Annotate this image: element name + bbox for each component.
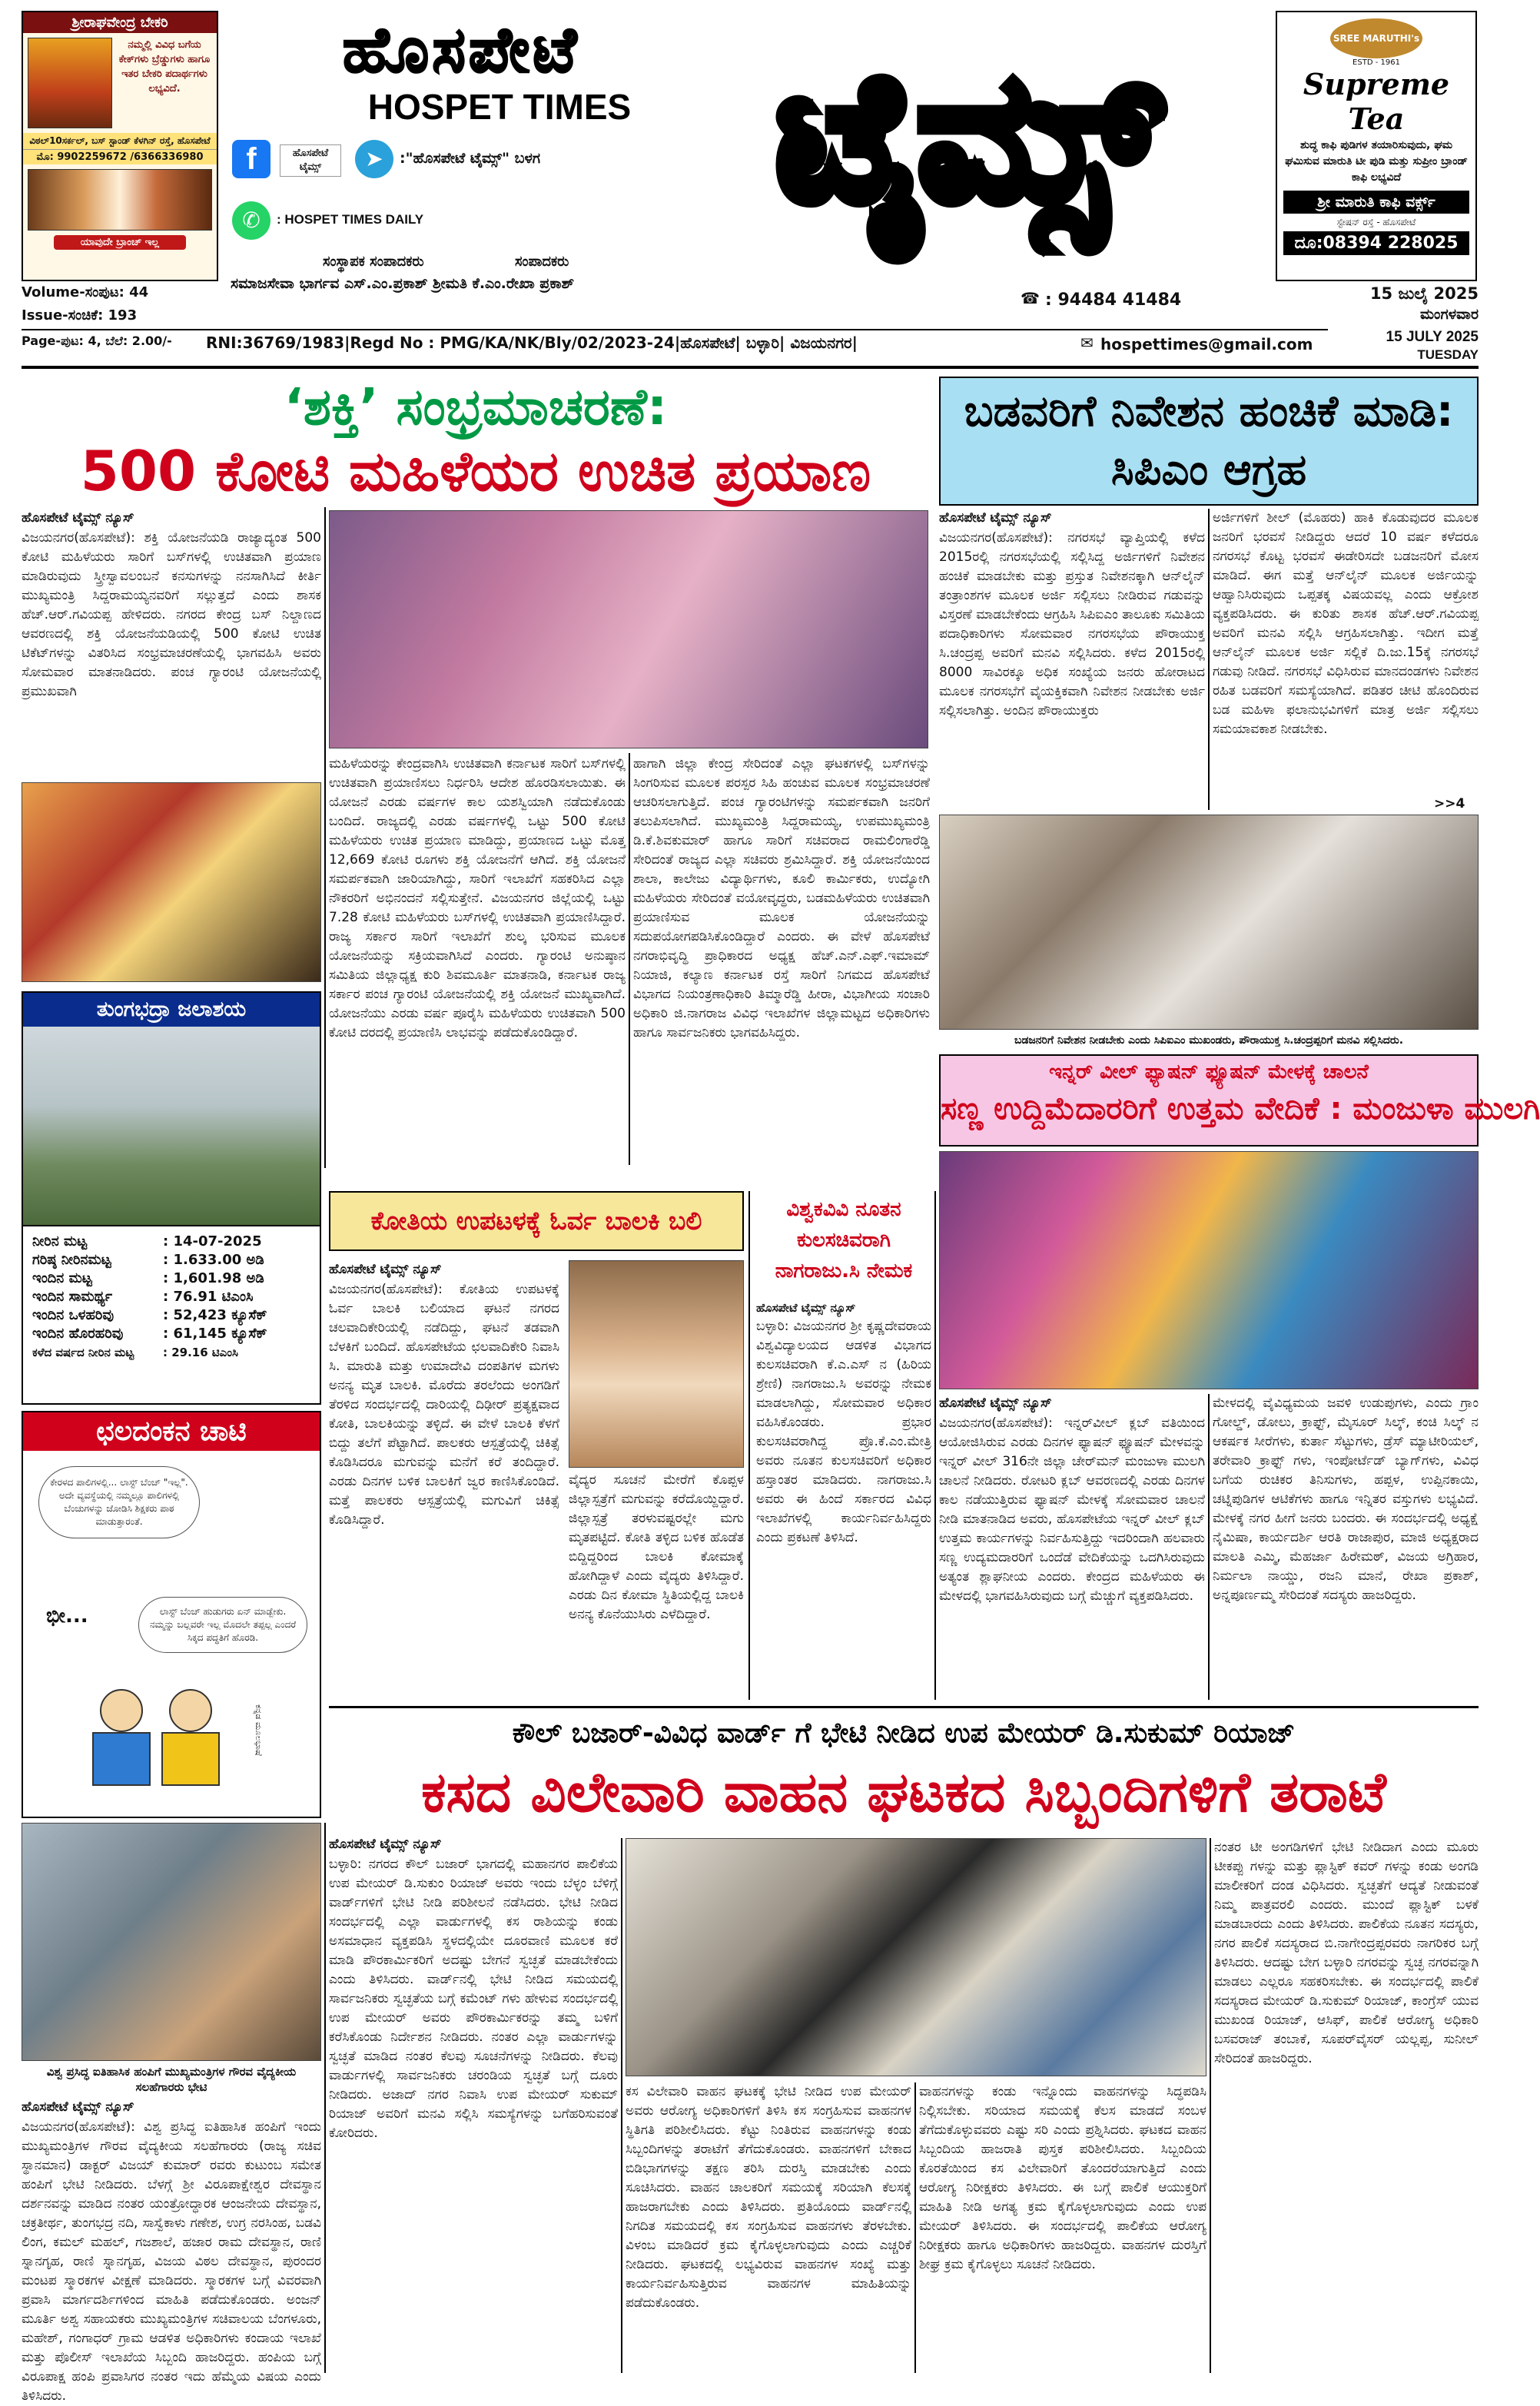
girl-photo [569, 1260, 744, 1468]
date-en: 15 JULY 2025 [1386, 329, 1479, 345]
dam-row: ನೀರಿನ ಮಟ್ಟ : 14-07-2025 [32, 1233, 262, 1249]
telegram-label: :"ಹೊಸಪೇಟೆ ಟೈಮ್ಸ್" ಬಳಗ [400, 150, 541, 167]
whatsapp-label: : HOSPET TIMES DAILY [277, 212, 424, 227]
date-kn: 15 ಜುಲೈ 2025 [1369, 284, 1479, 303]
story1-byline: ಹೊಸಪೇಟೆ ಟೈಮ್ಸ್ ನ್ಯೂಸ್ [22, 510, 134, 526]
boy-death-headline: ಕೋತಿಯ ಉಪಟಳಕ್ಕೆ ಓರ್ವ ಬಾಲಕಿ ಬಲಿ [370, 1206, 702, 1236]
bottom-col2: ಕಸ ವಿಲೇವಾರಿ ವಾಹನ ಘಟಕಕ್ಕೆ ಭೇಟಿ ನೀಡಿದ ಉಪ ಮೇಯರ್ ಅವರು ಆರೋಗ್ಯ ಅಧಿಕಾರಿಗಳಿಗೆ ತಿಳಿಸಿ ಕಸ ಸಂಗ್ರಹಿಸುವ ವಾಹನಗಳ ಸ್ಥಿತಿಗತಿ ಪರಿಶೀಲಿಸಿದರು. ಕೆಟ್ಟು ನಿಂತಿರುವ ವಾಹನಗಳನ್ನು ಕಂಡು ಸಿಬ್ಬಂದಿಗಳನ್ನು ತರಾಟೆಗೆ ತೆಗೆದುಕೊಂಡರು. ವಾಹನಗಳಿಗೆ ಬೇಕಾದ ಬಿಡಿಭಾಗಗಳನ್ನು ತಕ್ಷಣ ತರಿಸಿ ದುರಸ್ತಿ ಮಾಡಬೇಕು ಎಂದು ಸೂಚಿಸಿದರು. ವಾಹನ ಚಾಲಕರಿಗೆ ಸಮಯಕ್ಕೆ ಸರಿಯಾಗಿ ಕೆಲಸಕ್ಕೆ ಹಾಜರಾಗಬೇಕು ಎಂದು ತಿಳಿಸಿದರು. ಪ್ರತಿಯೊಂದು ವಾರ್ಡ್‌ನಲ್ಲಿ ನಿಗದಿತ ಸಮಯದಲ್ಲಿ ಕಸ ಸಂಗ್ರಹಿಸುವ ವಾಹನಗಳು ತೆರಳಬೇಕು. ವಿಳಂಬ ಮಾಡಿದರೆ ಕ್ರಮ ಕೈಗೊಳ್ಳಲಾಗುವುದು ಎಂದು ಎಚ್ಚರಿಕೆ ನೀಡಿದರು. ಘಟಕದಲ್ಲಿ ಲಭ್ಯವಿರುವ ವಾಹನಗಳ ಸಂಖ್ಯೆ ಮತ್ತು ಕಾರ್ಯನಿರ್ವಹಿಸುತ್ತಿರುವ ವಾಹನಗಳ ಮಾಹಿತಿಯನ್ನು ಪಡೆದುಕೊಂಡರು. [626, 2084, 911, 2311]
bakery-ad-phone: ಮೊ: 9902259672 /6366336980 [23, 149, 217, 164]
dam-row: ಗರಿಷ್ಠ ನೀರಿನಮಟ್ಟ : 1.633.00 ಅಡಿ [32, 1252, 264, 1268]
col-divider-1 [324, 507, 326, 1168]
dam-row: ಕಳೆದ ವರ್ಷದ ನೀರಿನ ಮಟ್ಟ : 29.16 ಟಿಎಂಸಿ [32, 1346, 238, 1359]
tea-estd: ESTD - 1961 [1352, 58, 1400, 67]
col-divider-rt [1208, 509, 1210, 810]
registration-line: RNI:36769/1983|Regd No : PMG/KA/NK/Bly/02/2023-24|ಹೊಸಪೇಟೆ| ಬಳ್ಳಾರಿ| ವಿಜಯನಗರ| [206, 334, 858, 352]
cartoon-bubble-2: ಲಾಸ್ಟ್ ಬೆಂಚ್ ಹುಡುಗರು ಏನ್ ಮಾಡ್ಬೇಕು. ನಮ್ಮನ್ನು ಬಲ್ಲವರೇ ಇಲ್ಲ ಮೊದಲೇ ತಪ್ಪಲ್ಲ ಎಂದರೆ ಸಿಕ್ಕದ ಪದ್ಧತಿಗೆ ಹೊರಡಿ. [138, 1597, 307, 1653]
story1-kicker: ‘ಶಕ್ತಿ’ ಸಂಭ್ರಮಾಚರಣೆ: [284, 377, 668, 436]
bottom-col4: ನಂತರ ಟೀ ಅಂಗಡಿಗಳಿಗೆ ಭೇಟಿ ನೀಡಿದಾಗ ಎಂದು ಮೂರು ಟೀಕಪ್ಪು ಗಳನ್ನು ಮತ್ತು ಪ್ಲಾಸ್ಟಿಕ್ ಕವರ್ ಗಳನ್ನು ಕಂಡು ಅಂಗಡಿ ಮಾಲೀಕರಿಗೆ ದಂಡ ವಿಧಿಸಿದರು. ಸ್ವಚ್ಛತೆಗೆ ಆದ್ಯತೆ ನೀಡುವಂತೆ ನಿಮ್ಮ ಪಾತ್ರವರಲಿ ಎಂದರು. ಮುಂದೆ ಪ್ಲಾಸ್ಟಿಕ್ ಬಳಕೆ ಮಾಡಬಾರದು ಎಂದು ತಿಳಿಸಿದರು. ಪಾಲಿಕೆಯ ನೂತನ ಸದಸ್ಯರು, ನಗರ ಪಾಲಿಕೆ ಸದಸ್ಯರಾದ ಬಿ.ನಾಗೇಂದ್ರಪ್ಪರವರು ನಾಗರಿಕರ ಬಗ್ಗೆ ತಿಳಿಸಿದರು. ಆದಷ್ಟು ಬೇಗ ಬಳ್ಳಾರಿ ನಗರವನ್ನು ಸ್ವಚ್ಛ ನಗರವನ್ನಾಗಿ ಮಾಡಲು ಎಲ್ಲರೂ ಸಹಕರಿಸಬೇಕು. ಈ ಸಂದರ್ಭದಲ್ಲಿ ಪಾಲಿಕೆ ಸದಸ್ಯರಾದ ಮೇಯರ್ ಡಿ.ಸುಕುಮ್ ರಿಯಾಜ್, ಕಾಂಗ್ರೆಸ್ ಯುವ ಮುಖಂಡ ರಿಯಾಜ್, ಆಸಿಫ್, ಪಾಲಿಕೆ ಆರೋಗ್ಯ ಅಧಿಕಾರಿ ಬಸವರಾಜ್ ತಂಬಾಕೆ, ಸೂಪರ್‌ವೈಸರ್ ಯಲ್ಲಪ್ಪ, ಸುನೀಲ್ ಸೇರಿದಂತೆ ಹಾಜರಿದ್ದರು. [1214, 1840, 1479, 2066]
bottom-kicker: ಕೌಲ್ ಬಜಾರ್-ವಿವಿಧ ವಾರ್ಡ್ ಗೆ ಭೇಟಿ ನೀಡಿದ ಉಪ ಮೇಯರ್ ಡಿ.ಸುಕುಮ್ ರಿಯಾಜ್ [512, 1717, 1296, 1749]
col-divider-b1 [621, 1838, 622, 2373]
tea-brand: SREE MARUTHI's [1330, 18, 1422, 58]
right-top-col2: ಅರ್ಜಿಗಳಿಗೆ ಶೀಲ್ (ಮೊಹರು) ಹಾಕಿ ಕೊಡುವುದರ ಮೂಲಕ ಜನರಿಗೆ ಭರವಸೆ ನೀಡಿದ್ದರು ಆದರೆ 10 ವರ್ಷ ಕಳೆದರೂ ನಗರಸಭೆ ಕೊಟ್ಟ ಭರವಸೆ ಈಡೇರಿಸದೇ ಬಡಜನರಿಗೆ ಮೋಸ ಮಾಡಿದೆ. ಈಗ ಮತ್ತೆ ಆನ್‌ಲೈನ್ ಮೂಲಕ ಅರ್ಜಿಯನ್ನು ಆಹ್ವಾನಿಸಿರುವುದು ಒಪ್ಪತಕ್ಕ ವಿಷಯವಲ್ಲ ಎಂದು ಆಕ್ರೋಶ ವ್ಯಕ್ತಪಡಿಸಿದರು. ಈ ಕುರಿತು ಶಾಸಕ ಹೆಚ್.ಆರ್.ಗವಿಯಪ್ಪ ಅವರಿಗೆ ಮನವಿ ಸಲ್ಲಿಸಿ ಆಗ್ರಹಿಸಲಾಗಿತ್ತು. ಇದೀಗ ಮತ್ತೆ ಆನ್‌ಲೈನ್ ಮೂಲಕ ಅರ್ಜಿ ಸಲ್ಲಿಕೆ ದಿ.ಜು.15ಕ್ಕೆ ನಗರಸಭೆ ಗಡುವು ನೀಡಿದೆ. ನಗರಸಭೆ ವಿಧಿಸಿರುವ ಮಾನದಂಡಗಳು ನಿವೇಶನ ರಹಿತ ಬಡವರಿಗೆ ಸಮಸ್ಯೆಯಾಗಿದೆ. ಪಡಿತರ ಚೀಟಿ ಹೊಂದಿರುವ ಬಡ ಮಹಿಳಾ ಫಲಾನುಭವಿಗಳಿಗೆ ಮಾತ್ರ ಅರ್ಜಿ ಸಲ್ಲಿಸಲು ಸಮಯಾವಕಾಶ ನೀಡಬೇಕು. [1213, 510, 1479, 737]
boy-death-headline-box [329, 1191, 744, 1251]
bakery-ad-footer: ಯಾವುದೇ ಬ್ರಾಂಚ್ ಇಲ್ಲ [54, 235, 186, 250]
deputy-mayor-photo [626, 1838, 1206, 2076]
bakery-ad [22, 11, 218, 281]
bottom-col3: ವಾಹನಗಳನ್ನು ಕಂಡು ಇನ್ನೊಂದು ವಾಹನಗಳನ್ನು ಸಿದ್ಧಪಡಿಸಿ ನಿಲ್ಲಿಸಬೇಕು. ಸರಿಯಾದ ಸಮಯಕ್ಕೆ ಕೆಲಸ ಮಾಡದೆ ಸಂಬಳ ತೆಗೆದುಕೊಳ್ಳುವವರು ಎಷ್ಟು ಸರಿ ಎಂದು ಪ್ರಶ್ನಿಸಿದರು. ಘಟಕದ ವಾಹನ ಸಿಬ್ಬಂದಿಯ ಹಾಜರಾತಿ ಪುಸ್ತಕ ಪರಿಶೀಲಿಸಿದರು. ಸಿಬ್ಬಂದಿಯ ಕೊರತೆಯಿಂದ ಕಸ ವಿಲೇವಾರಿಗೆ ತೊಂದರೆಯಾಗುತ್ತಿದೆ ಎಂದು ಆರೋಗ್ಯ ನಿರೀಕ್ಷಕರು ತಿಳಿಸಿದರು. ಈ ಬಗ್ಗೆ ಪಾಲಿಕೆ ಆಯುಕ್ತರಿಗೆ ಮಾಹಿತಿ ನೀಡಿ ಅಗತ್ಯ ಕ್ರಮ ಕೈಗೊಳ್ಳಲಾಗುವುದು ಎಂದು ಉಪ ಮೇಯರ್ ತಿಳಿಸಿದರು. ಈ ಸಂದರ್ಭದಲ್ಲಿ ಪಾಲಿಕೆಯ ಆರೋಗ್ಯ ನಿರೀಕ್ಷಕರು ಹಾಗೂ ಅಧಿಕಾರಿಗಳು ಹಾಜರಿದ್ದರು. ವಾಹನಗಳ ದುರಸ್ತಿಗೆ ಶೀಘ್ರ ಕ್ರಮ ಕೈಗೊಳ್ಳಲು ಸೂಚನೆ ನೀಡಿದರು. [919, 2084, 1206, 2272]
col-divider-b2 [914, 2082, 916, 2373]
editor-names: ಸಮಾಜಸೇವಾ ಭಾರ್ಗವ ಎಸ್.ಎಂ.ಪ್ರಕಾಶ್ ಶ್ರೀಮತಿ ಕೆ.ಎಂ.ರೇಖಾ ಪ್ರಕಾಶ್ [231, 275, 575, 292]
cpm-photo [939, 815, 1479, 1030]
cartoon-bubble-1: ಕೇರಳದ ಪಾಲಿಗಳಲ್ಲಿ... ಲಾಸ್ಟ್ ಬೆಂಚ್ "ಇಲ್ಲ". ಅದೇ ವ್ಯವಸ್ಥೆಯಲ್ಲಿ ನಮ್ಮಲ್ಲೂ ಪಾಲಿಗಳಲ್ಲಿ ಬೆಂಚುಗಳನ್ನು ಜೋಡಿಸಿ ಶಿಕ್ಷಕರು ಪಾಠ ಮಾಡುತ್ತಾರಂತೆ. [38, 1466, 200, 1538]
pages-price: Page-ಪುಟ: 4, ಬೆಲೆ: 2.00/- [22, 334, 172, 348]
col-divider-left [324, 1823, 326, 2373]
bottom-byline: ಹೊಸಪೇಟೆ ಟೈಮ್ಸ್ ನ್ಯೂಸ್ [329, 1837, 442, 1852]
volume: Volume-ಸಂಪುಟ: 44 [22, 284, 149, 300]
hampi-body: ವಿಜಯನಗರ(ಹೊಸಪೇಟೆ): ವಿಶ್ವ ಪ್ರಸಿದ್ಧ ಐತಿಹಾಸಿಕ ಹಂಪಿಗೆ ಇಂದು ಮುಖ್ಯಮಂತ್ರಿಗಳ ಗೌರವ ವೈದ್ಯಕೀಯ ಸಲಹೆಗಾರರು (ರಾಜ್ಯ ಸಚಿವ ಸ್ಥಾನಮಾನ) ಡಾಕ್ಟರ್ ವಿಜಯ್ ಕುಮಾರ್ ರವರು ಕುಟುಂಬ ಸಮೇತ ಹಂಪಿಗೆ ಭೇಟಿ ನೀಡಿದರು. ಬೆಳಗ್ಗೆ ಶ್ರೀ ವಿರೂಪಾಕ್ಷೇಶ್ವರ ದೇವಸ್ಥಾನ ದರ್ಶನವನ್ನು ಮಾಡಿದ ನಂತರ ಯಂತ್ರೋದ್ಧಾರಕ ಆಂಜನೇಯ ದೇವಸ್ಥಾನ, ಚಕ್ರತೀರ್ಥ, ತುಂಗಭದ್ರ ನದಿ, ಸಾಸ್ವೆಕಾಳು ಗಣೇಶ, ಉಗ್ರ ನರಸಿಂಹ, ಬಡವಿ ಲಿಂಗ, ಕಮಲ್ ಮಹಲ್, ಗಜಶಾಲೆ, ಹಜಾರ ರಾಮ ದೇವಸ್ಥಾನ, ರಾಣಿ ಸ್ನಾನಗೃಹ, ರಾಣಿ ಸ್ನಾನಗೃಹ, ವಿಜಯ ವಿಠಲ ದೇವಸ್ಥಾನ, ಪುರಂದರ ಮಂಟಪ ಸ್ಮಾರಕಗಳ ವೀಕ್ಷಣೆ ಮಾಡಿದರು. ಸ್ಮಾರಕಗಳ ಬಗ್ಗೆ ವಿವರವಾಗಿ ಪ್ರವಾಸಿ ಮಾರ್ಗದರ್ಶಿಗಳಿಂದ ಮಾಹಿತಿ ಪಡೆದುಕೊಂಡರು. ಅಂಜನ್ ಮೂರ್ತಿ ಅಶ್ವ ಸಹಾಯಕರು ಮುಖ್ಯಮಂತ್ರಿಗಳ ಸಚಿವಾಲಯ ಬೆಂಗಳೂರು, ಮಹೇಶ್, ಗಂಗಾಧರ್ ಗ್ರಾಮ ಆಡಳಿತ ಅಧಿಕಾರಿಗಳು ಕಂದಾಯ ಇಲಾಖೆ ಮತ್ತು ಪೊಲೀಸ್ ಇಲಾಖೆಯ ಸಿಬ್ಬಂದಿ ಹಾಜರಿದ್ದರು. ಹಂಪಿಯ ಬಗ್ಗೆ ವಿರೂಪಾಕ್ಷ ಹಂಪಿ ಪ್ರವಾಸಿಗರ ನಂತರ ಇದು ಹೆಮ್ಮೆಯ ವಿಷಯ ಎಂದು ತಿಳಿಸಿದರು. [22, 2119, 321, 2404]
boy-death-byline: ಹೊಸಪೇಟೆ ಟೈಮ್ಸ್ ನ್ಯೂಸ್ [329, 1262, 442, 1277]
story1-headline: 500 ಕೋಟಿ ಮಹಿಳೆಯರ ಉಚಿತ ಪ್ರಯಾಣ [80, 439, 871, 503]
tea-shop: ಶ್ರೀ ಮಾರುತಿ ಕಾಫಿ ವರ್ಕ್ಸ್ [1283, 191, 1469, 214]
dam-title: ತುಂಗಭದ್ರಾ ಜಲಾಶಯ [23, 993, 320, 1027]
whatsapp-icon[interactable]: ✆ [232, 201, 270, 240]
hampi-photo [22, 1823, 321, 2061]
right-top-byline: ಹೊಸಪೇಟೆ ಟೈಮ್ಸ್ ನ್ಯೂಸ್ [939, 510, 1052, 526]
founder-label: ಸಂಸ್ಥಾಪಕ ಸಂಪಾದಕರು [323, 254, 424, 270]
phone-icon: ☎ [1021, 289, 1040, 307]
masthead-rule [22, 366, 1479, 369]
tea-title: Supreme Tea [1303, 67, 1450, 136]
bottom-col1: ಬಳ್ಳಾರಿ: ನಗರದ ಕೌಲ್ ಬಜಾರ್ ಭಾಗದಲ್ಲಿ ಮಹಾನಗರ ಪಾಲಿಕೆಯ ಉಪ ಮೇಯರ್ ಡಿ.ಸುಕುಂ ರಿಯಾಜ್ ಅವರು ಇಂದು ಬೆಳ್ಳಂ ಬೆಳಿಗ್ಗೆ ವಾರ್ಡ್‌ಗಳಿಗೆ ಭೇಟಿ ನೀಡಿ ಪರಿಶೀಲನೆ ನಡೆಸಿದರು. ಭೇಟಿ ನೀಡಿದ ಸಂದರ್ಭದಲ್ಲಿ ಎಲ್ಲಾ ವಾರ್ಡುಗಳಲ್ಲಿ ಕಸ ರಾಶಿಯನ್ನು ಕಂಡು ಅಸಮಾಧಾನ ವ್ಯಕ್ತಪಡಿಸಿ ಸ್ಥಳದಲ್ಲಿಯೇ ದೂರವಾಣಿ ಮೂಲಕ ಕರೆ ಮಾಡಿ ಪೌರಕಾರ್ಮಿಕರಿಗೆ ಅದಷ್ಟು ಬೇಗನೆ ಸ್ವಚ್ಛತೆ ಮಾಡಬೇಕೆಂದು ಎಂದು ತಿಳಿಸಿದರು. ವಾರ್ಡ್‌ನಲ್ಲಿ ಭೇಟಿ ನೀಡಿದ ಸಮಯದಲ್ಲಿ ಸಾರ್ವಜನಿಕರು ಸ್ವಚ್ಛತೆಯ ಬಗ್ಗೆ ಕಮೆಂಟ್ ಗಳು ಹೇಳುವ ಸಂದರ್ಭದಲ್ಲಿ ಉಪ ಮೇಯರ್ ಅವರು ಪೌರಕಾರ್ಮಿಕರನ್ನು ತಮ್ಮ ಬಳಿಗೆ ಕರೆಸಿಕೊಂಡು ನಿರ್ದೇಶನ ನೀಡಿದರು. ನಂತರ ಎಲ್ಲಾ ವಾರ್ಡುಗಳನ್ನು ಸ್ವಚ್ಛತೆ ಮಾಡಿದ ನಂತರ ಕೆಲವು ಸೂಚನೆಗಳನ್ನು ನೀಡಿದರು. ಕೆಲವು ವಾರ್ಡುಗಳಲ್ಲಿ ಸಾರ್ವಜನಿಕರು ಚರಂಡಿಯ ಸ್ವಚ್ಛತೆ ಬಗ್ಗೆ ದೂರು ನೀಡಿದರು. ಅಜಾದ್ ನಗರ ನಿವಾಸಿ ಉಪ ಮೇಯರ್ ಸುಕುಮ್ ರಿಯಾಜ್ ಅವರಿಗೆ ಮನವಿ ಸಲ್ಲಿಸಿ ಸಮಸ್ಯೆಗಳನ್ನು ಬಗೆಹರಿಸುವಂತೆ ಕೋರಿದರು. [329, 1857, 618, 2141]
continued-marker: >>4 [1434, 796, 1465, 811]
story1-photo [329, 510, 928, 748]
inner-wheel-photo [939, 1151, 1479, 1389]
hampi-caption: ವಿಶ್ವ ಪ್ರಸಿದ್ಧ ಐತಿಹಾಸಿಕ ಹಂಪಿಗೆ ಮುಖ್ಯಮಂತ್ರಿಗಳ ಗೌರವ ವೈದ್ಯಕೀಯ ಸಲಹೆಗಾರರು ಭೇಟಿ [46, 2065, 297, 2094]
story1-col2: ಮಹಿಳೆಯರನ್ನು ಕೇಂದ್ರವಾಗಿಸಿ ಉಚಿತವಾಗಿ ಕರ್ನಾಟಕ ಸಾರಿಗೆ ಬಸ್‌ಗಳಲ್ಲಿ ಉಚಿತವಾಗಿ ಪ್ರಯಾಣಿಸಲು ನಿರ್ಧರಿಸಿ ಆದೇಶ ಹೊರಡಿಸಲಾಯಿತು. ಈ ಯೋಜನೆ ಎರಡು ವರ್ಷಗಳ ಕಾಲ ಯಶಸ್ವಿಯಾಗಿ ನಡೆದುಕೊಂಡು ಬಂದಿದೆ. ರಾಜ್ಯದಲ್ಲಿ ಎರಡು ವರ್ಷಗಳಲ್ಲಿ ಒಟ್ಟು 500 ಕೋಟಿ ಮಹಿಳೆಯರು ಉಚಿತ ಪ್ರಯಾಣ ಮಾಡಿದ್ದು, ಪ್ರಯಾಣದ ಒಟ್ಟು ಮೊತ್ತ 12,669 ಕೋಟಿ ರೂಗಳು ಶಕ್ತಿ ಯೋಜನೆಗೆ ಆಗಿದೆ. ಶಕ್ತಿ ಯೋಜನೆ ಸಮರ್ಪಕವಾಗಿ ಜಾರಿಯಾಗಿದ್ದು, ಸಾರಿಗೆ ಇಲಾಖೆಗೆ ಸಹಕರಿಸಿದ ಎಲ್ಲಾ ನೌಕರರಿಗೆ ಅಭಿನಂದನೆ ಸಲ್ಲಿಸುತ್ತೇನೆ. ವಿಜಯನಗರ ಜಿಲ್ಲೆಯಲ್ಲಿ ಒಟ್ಟು 7.28 ಕೋಟಿ ಮಹಿಳೆಯರು ಬಸ್‌ಗಳಲ್ಲಿ ಉಚಿತವಾಗಿ ಪ್ರಯಾಣಿಸಿದ್ದಾರೆ. ರಾಜ್ಯ ಸರ್ಕಾರ ಸಾರಿಗೆ ಇಲಾಖೆಗೆ ಶುಲ್ಕ ಭರಿಸುವ ಮೂಲಕ ಯೋಜನೆಯನ್ನು ಸಕ್ರಿಯವಾಗಿಸಿದೆ ಎಂದರು. ಗ್ಯಾರಂಟಿ ಅನುಷ್ಠಾನ ಸಮಿತಿಯ ಜಿಲ್ಲಾಧ್ಯಕ್ಷ ಕುರಿ ಶಿವಮೂರ್ತಿ ಮಾತನಾಡಿ, ಕರ್ನಾಟಕ ರಾಜ್ಯ ಸರ್ಕಾರ ಪಂಚ ಗ್ಯಾರಂಟಿ ಯೋಜನೆಯಲ್ಲಿ ಶಕ್ತಿ ಯೋಜನೆ ಮುಖ್ಯವಾಗಿದೆ. ಯೋಜನೆಯು ಎರಡು ವರ್ಷ ಪೂರೈಸಿ ಮಹಿಳೆಯರು ಉಚಿತವಾಗಿ 500 ಕೋಟಿ ದರದಲ್ಲಿ ಪ್ರಯಾಣಿಸಿ ಲಾಭವನ್ನು ಪಡೆದುಕೊಂಡಿದ್ದಾರೆ. [329, 756, 626, 1040]
bakery-ad-desc: ನಮ್ಮಲ್ಲಿ ವಿವಿಧ ಬಗೆಯ ಕೇಕ್‌ಗಳು ಬ್ರೆಡ್ಡುಗಳು ಹಾಗೂ ಇತರ ಬೇಕರಿ ಪದಾರ್ಥಗಳು ಲಭ್ಯವಿದೆ. [118, 39, 211, 95]
masthead-title-en: HOSPET TIMES [367, 87, 632, 127]
deity-image [28, 38, 112, 128]
cartoon-wall-text: ಕನ್ನಡ ಮೂಲಭಾಷೆ [254, 1704, 264, 1756]
dam-box [22, 991, 321, 1405]
inner-wheel-headline: ಸಣ್ಣ ಉದ್ದಿಮೆದಾರರಿಗೆ ಉತ್ತಮ ವೇದಿಕೆ : ಮಂಜುಳಾ ಮುಲಗಿ [941, 1091, 1540, 1127]
puja-photo [22, 782, 321, 982]
dam-row: ಇಂದಿನ ಹೊರಹರಿವು : 61,145 ಕ್ಯೂಸೆಕ್ [32, 1326, 267, 1342]
cartoon-box [22, 1411, 321, 1818]
bakery-ad-title: ಶ್ರೀರಾಘವೇಂದ್ರ ಬೇಕರಿ [23, 12, 217, 33]
vv-body: ಬಳ್ಳಾರಿ: ವಿಜಯನಗರ ಶ್ರೀ ಕೃಷ್ಣದೇವರಾಯ ವಿಶ್ವವಿದ್ಯಾಲಯದ ಆಡಳಿತ ವಿಭಾಗದ ಕುಲಸಚಿವರಾಗಿ ಕೆ.ಎ.ಎಸ್ ನ (ಹಿರಿಯ ಶ್ರೇಣಿ) ನಾಗರಾಜು.ಸಿ ಅವರನ್ನು ನೇಮಕ ಮಾಡಲಾಗಿದ್ದು, ಸೋಮವಾರ ಅಧಿಕಾರ ವಹಿಸಿಕೊಂಡರು. ಪ್ರಭಾರ ಕುಲಸಚಿವರಾಗಿದ್ದ ಪ್ರೊ.ಕೆ.ಎಂ.ಮೇತ್ರಿ ಅವರು ನೂತನ ಕುಲಸಚಿವರಿಗೆ ಅಧಿಕಾರ ಹಸ್ತಾಂತರ ಮಾಡಿದರು. ನಾಗರಾಜು.ಸಿ ಅವರು ಈ ಹಿಂದೆ ಸರ್ಕಾರದ ವಿವಿಧ ಇಲಾಖೆಗಳಲ್ಲಿ ಕಾರ್ಯನಿರ್ವಹಿಸಿದ್ದರು ಎಂದು ಪ್ರಕಟಣೆ ತಿಳಿಸಿದೆ. [756, 1319, 931, 1545]
col-divider-vv [934, 1191, 936, 1700]
masthead-title-kn-2: ಟೈಮ್ಸ್ [776, 35, 1160, 241]
bakery-ad-address: ವಿಠಲ್‌10ಸರ್ಕಲ್, ಬಸ್ ಸ್ಟಾಂಡ್ ಕೆಳಗಿನ್ ರಸ್ತೆ, ಹೊಸಪೇಟೆ [23, 133, 217, 149]
inner-wheel-headline-box [939, 1054, 1540, 1147]
right-top-headline-box [939, 377, 1479, 506]
bottom-section-rule [329, 1706, 1479, 1708]
email[interactable]: hospettimes@gmail.com [1100, 335, 1313, 353]
masthead-phone: : 94484 41484 [1045, 290, 1182, 310]
tea-desc: ಶುದ್ಧ ಕಾಫಿ ಪುಡಿಗಳ ತಯಾರಿಸುವುದು, ಘಮ ಘಮಿಸುವ ಮಾರುತಿ ಟೀ ಪುಡಿ ಮತ್ತು ಸುಪ್ರೀಂ ಬ್ರಾಂಡ್ ಕಾಫಿ ಲಭ್ಯವಿದೆ [1285, 139, 1468, 184]
editor-label: ಸಂಪಾದಕರು [515, 254, 569, 270]
dam-row: ಇಂದಿನ ಒಳಹರಿವು : 52,423 ಕ್ಯೂಸೆಕ್ [32, 1307, 267, 1323]
tea-phone: ದೂ:08394 228025 [1283, 231, 1469, 255]
inner-wheel-kicker: ಇನ್ನರ್ ವೀಲ್ ಫ್ಯಾಷನ್ ಫ್ಯೂಷನ್ ಮೇಳಕ್ಕೆ ಚಾಲನೆ [1049, 1060, 1369, 1084]
inner-wheel-col1: ವಿಜಯನಗರ(ಹೊಸಪೇಟೆ): ಇನ್ನರ್‌ವೀಲ್ ಕ್ಲಬ್ ವತಿಯಿಂದ ಆಯೋಜಿಸಿರುವ ಎರಡು ದಿನಗಳ ಫ್ಯಾಷನ್ ಫ್ಯೂಷನ್ ಮೇಳವನ್ನು ಇನ್ನರ್ ವೀಲ್ 316ನೇ ಜಿಲ್ಲಾ ಚೇರ್‌ಮನ್ ಮಂಜುಳಾ ಮುಲಗಿ ಚಾಲನೆ ನೀಡಿದರು. ರೋಟರಿ ಕ್ಲಬ್ ಆವರಣದಲ್ಲಿ ಎರಡು ದಿನಗಳ ಕಾಲ ನಡೆಯುತ್ತಿರುವ ಫ್ಯಾಷನ್ ಮೇಳಕ್ಕೆ ಸೋಮವಾರ ಚಾಲನೆ ನೀಡಿ ಮಾತನಾಡಿದ ಅವರು, ಹೊಸಪೇಟೆಯ ಇನ್ನರ್ ವೀಲ್ ಕ್ಲಬ್ ಉತ್ತಮ ಕಾರ್ಯಗಳನ್ನು ನಿರ್ವಹಿಸುತ್ತಿದ್ದು ಇದರಿಂದಾಗಿ ಹಲವಾರು ಸಣ್ಣ ಉದ್ಯಮದಾರರಿಗೆ ಒಂದೆಡೆ ವೇದಿಕೆಯನ್ನು ಒದಗಿಸಿರುವುದು ಅತ್ಯಂತ ಶ್ಲಾಘನೀಯ ಎಂದರು. ಕೇಂದ್ರದ ಮಹಿಳೆಯರು ಈ ಮೇಳದಲ್ಲಿ ಭಾಗವಹಿಸಿರುವುದು ಬಗ್ಗೆ ಮೆಚ್ಚುಗೆ ವ್ಯಕ್ತಪಡಿಸಿದರು. [939, 1415, 1205, 1604]
tea-address: ಸ್ಟೇಷನ್ ರಸ್ತೆ - ಹೊಸಪೇಟೆ [1336, 217, 1416, 227]
masthead-title-kn-1: ಹೊಸಪೇಟೆ [342, 14, 580, 87]
boy-death-col2: ವೈದ್ಯರ ಸೂಚನೆ ಮೇರೆಗೆ ಕೊಪ್ಪಳ ಜಿಲ್ಲಾಸ್ಪತ್ರೆಗೆ ಮಗುವನ್ನು ಕರೆದೊಯ್ದಿದ್ದಾರೆ. ಜಿಲ್ಲಾಸ್ಪತ್ರೆ ತರಳುವಷ್ಟರಲ್ಲೇ ಮಗು ಮೃತಪಟ್ಟಿದೆ. ಕೋತಿ ತಳ್ಳಿದ ಬಳಿಕ ಹೊಡೆತ ಬಿದ್ದಿದ್ದರಿಂದ ಬಾಲಕಿ ಕೋಮಾಕ್ಕೆ ಹೋಗಿದ್ದಾಳೆ ಎಂದು ವೈದ್ಯರು ತಿಳಿಸಿದ್ದಾರೆ. ಎರಡು ದಿನ ಕೋಮಾ ಸ್ಥಿತಿಯಲ್ಲಿದ್ದ ಬಾಲಕಿ ಅನನ್ಯ ಕೊನೆಯುಸಿರು ಎಳೆದಿದ್ದಾರೆ. [569, 1472, 744, 1622]
cpm-caption: ಬಡಜನರಿಗೆ ನಿವೇಶನ ನೀಡಬೇಕು ಎಂದು ಸಿಪಿಐಎಂ ಮುಖಂಡರು, ಪೌರಾಯುಕ್ತ ಸಿ.ಚಂದ್ರಪ್ಪರಿಗೆ ಮನವಿ ಸಲ್ಲಿಸಿದರು. [1014, 1034, 1404, 1047]
facebook-label: ಹೊಸಪೇಟೆ ಟೈಮ್ಸ್ [280, 144, 341, 177]
col-divider-bd [748, 1191, 750, 1700]
cartoon-characters [92, 1689, 238, 1812]
dam-photo [23, 1027, 320, 1226]
vv-byline: ಹೊಸಪೇಟೆ ಟೈಮ್ಸ್ ನ್ಯೂಸ್ [756, 1301, 856, 1315]
boy-death-col1: ವಿಜಯನಗರ(ಹೊಸಪೇಟೆ): ಕೋತಿಯ ಉಪಟಳಕ್ಕೆ ಓರ್ವ ಬಾಲಕಿ ಬಲಿಯಾದ ಘಟನೆ ನಗರದ ಚಲವಾದಿಕೇರಿಯಲ್ಲಿ ನಡೆದಿದ್ದು, ಘಟನೆ ತಡವಾಗಿ ಬೆಳಕಿಗೆ ಬಂದಿದೆ. ಹೊಸಪೇಟೆಯ ಛಲವಾದಿಕೇರಿ ನಿವಾಸಿ ಸಿ. ಮಾರುತಿ ಮತ್ತು ಉಮಾದೇವಿ ದಂಪತಿಗಳ ಮಗಳು ಅನನ್ಯ ಮೃತ ಬಾಲಕಿ. ಮೊರೆದು ತರಲೆಂದು ಅಂಗಡಿಗೆ ತೆರಳಿದ ಸಂದರ್ಭದಲ್ಲಿ ದಾರಿಯಲ್ಲಿ ದಿಢೀರ್ ಪ್ರತ್ಯಕ್ಷವಾದ ಕೋತಿ, ಬಾಲಕಿಯನ್ನು ತಳ್ಳಿದೆ. ಈ ವೇಳೆ ಬಾಲಕಿ ಕೆಳಗೆ ಬಿದ್ದು ತಲೆಗೆ ಪೆಟ್ಟಾಗಿದೆ. ಪಾಲಕರು ಆಸ್ಪತ್ರೆಯಲ್ಲಿ ಚಿಕಿತ್ಸೆ ಕೊಡಿಸಿದರೂ ಮಗುವನ್ನು ಮನೆಗೆ ಕರೆ ತಂದಿದ್ದಾರೆ. ಎರಡು ದಿನಗಳ ಬಳಿಕ ಬಾಲಕಿಗೆ ಜ್ವರ ಕಾಣಿಸಿಕೊಂಡಿದೆ. ಮತ್ತೆ ಪಾಲಕರು ಆಸ್ಪತ್ರೆಯಲ್ಲಿ ಮಗುವಿಗೆ ಚಿಕಿತ್ಸೆ ಕೊಡಿಸಿದ್ದಾರೆ. [329, 1282, 559, 1528]
bottom-headline: ಕಸದ ವಿಲೇವಾರಿ ವಾಹನ ಘಟಕದ ಸಿಬ್ಬಂದಿಗಳಿಗೆ ತರಾಟೆ [421, 1760, 1386, 1824]
col-divider-2 [629, 753, 630, 1165]
cartoon-title: ಛಲದಂಕನ ಚಾಟಿ [23, 1412, 320, 1451]
inner-wheel-byline: ಹೊಸಪೇಟೆ ಟೈಮ್ಸ್ ನ್ಯೂಸ್ [939, 1395, 1052, 1411]
cake-image [28, 169, 212, 231]
hampi-byline: ಹೊಸಪೇಟೆ ಟೈಮ್ಸ್ ನ್ಯೂಸ್ [22, 2099, 134, 2115]
tea-ad [1276, 11, 1477, 281]
vv-headline: ವಿಶ್ವಕವಿವಿ ನೂತನ ಕುಲಸಚಿವರಾಗಿ ನಾಗರಾಜು.ಸಿ ನೇಮಕ [775, 1198, 913, 1283]
right-top-col1: ವಿಜಯನಗರ(ಹೊಸಪೇಟೆ): ನಗರಸಭೆ ವ್ಯಾಪ್ತಿಯಲ್ಲಿ ಕಳೆದ 2015ರಲ್ಲಿ ನಗರಸಭೆಯಲ್ಲಿ ಸಲ್ಲಿಸಿದ್ದ ಅರ್ಜಿಗಳಿಗೆ ನಿವೇಶನ ಹಂಚಿಕೆ ಮಾಡಬೇಕು ಮತ್ತು ಪ್ರಸ್ತುತ ನಿವೇಶನಕ್ಕಾಗಿ ಆನ್‌ಲೈನ್ ತಂತ್ರಾಂಶಗಳ ಮೂಲಕ ಅರ್ಜಿ ಸಲ್ಲಿಸಲು ನೀಡಿರುವ ಗಡುವನ್ನು ವಿಸ್ತರಣೆ ಮಾಡಬೇಕೆಂದು ಆಗ್ರಹಿಸಿ ಸಿಪಿಐಎಂ ತಾಲೂಕು ಸಮಿತಿಯ ಪದಾಧಿಕಾರಿಗಳು ಸೋಮವಾರ ನಗರಸಭೆಯ ಪೌರಾಯುಕ್ತ ಸಿ.ಚಂದ್ರಪ್ಪ ಅವರಿಗೆ ಮನವಿ ಸಲ್ಲಿಸಿದರು. ಕಳೆದ 2015ರಲ್ಲಿ 8000 ಸಾವಿರಕ್ಕೂ ಅಧಿಕ ಸಂಖ್ಯೆಯ ಜನರು ಹೋರಾಟದ ಮೂಲಕ ನಗರಸಭೆಗೆ ವೈಯಕ್ತಿಕವಾಗಿ ನಿವೇಶನ ನೀಡಬೇಕು ಅರ್ಜಿ ಸಲ್ಲಿಸಲಾಗಿತ್ತು. ಅಂದಿನ ಪೌರಾಯುಕ್ತರು [939, 530, 1205, 718]
day-kn: ಮಂಗಳವಾರ [1419, 306, 1479, 323]
story1-col3: ಹಾಗಾಗಿ ಜಿಲ್ಲಾ ಕೇಂದ್ರ ಸೇರಿದಂತೆ ಎಲ್ಲಾ ಘಟಕಗಳಲ್ಲಿ ಬಸ್‌ಗಳನ್ನು ಸಿಂಗರಿಸುವ ಮೂಲಕ ಪರಸ್ಪರ ಸಿಹಿ ಹಂಚುವ ಮೂಲಕ ಸಂಭ್ರಮಾಚರಣೆ ಆಚರಿಸಲಾಗುತ್ತಿದೆ. ಪಂಚ ಗ್ಯಾರಂಟಿಗಳನ್ನು ಸಮರ್ಪಕವಾಗಿ ಜನರಿಗೆ ತಲುಪಿಸಲಾಗಿದೆ. ಮುಖ್ಯಮಂತ್ರಿ ಸಿದ್ದರಾಮಯ್ಯ, ಉಪಮುಖ್ಯಮಂತ್ರಿ ಡಿ.ಕೆ.ಶಿವಕುಮಾರ್ ಹಾಗೂ ಸಾರಿಗೆ ಸಚಿವರಾದ ರಾಮಲಿಂಗಾರೆಡ್ಡಿ ಸೇರಿದಂತೆ ರಾಜ್ಯದ ಎಲ್ಲಾ ಸಚಿವರು ಶ್ರಮಿಸಿದ್ದಾರೆ. ಶಕ್ತಿ ಯೋಜನೆಯಿಂದ ಶಾಲಾ, ಕಾಲೇಜು ವಿದ್ಯಾರ್ಥಿಗಳು, ಕೂಲಿ ಕಾರ್ಮಿಕರು, ಉದ್ಯೋಗಿ ಮಹಿಳೆಯರು ಸೇರಿದಂತೆ ವಯೋವೃದ್ಧರು, ಬಡಮಹಿಳೆಯರು ಉಚಿತವಾಗಿ ಪ್ರಯಾಣಿಸುವ ಮೂಲಕ ಯೋಜನೆಯನ್ನು ಸದುಪಯೋಗಪಡಿಸಿಕೊಂಡಿದ್ದಾರೆ ಎಂದರು. ಈ ವೇಳೆ ಹೊಸಪೇಟೆ ನಗರಾಭಿವೃದ್ಧಿ ಪ್ರಾಧಿಕಾರದ ಅಧ್ಯಕ್ಷ ಹೆಚ್.ಎನ್.ಎಫ್.ಇಮಾಮ್ ನಿಯಾಜಿ, ಕಲ್ಯಾಣ ಕರ್ನಾಟಕ ರಸ್ತೆ ಸಾರಿಗೆ ನಿಗಮದ ಹೊಸಪೇಟೆ ವಿಭಾಗದ ನಿಯಂತ್ರಣಾಧಿಕಾರಿ ತಿಮ್ಮಾರೆಡ್ಡಿ ಹೀರಾ, ವಿಭಾಗೀಯ ಸಂಚಾರಿ ಅಧಿಕಾರಿ ಜಿ.ನಾಗರಾಜ ವಿವಿಧ ಇಲಾಖೆಗಳ ಜಿಲ್ಲಾಮಟ್ಟದ ಅಧಿಕಾರಿಗಳು ಹಾಗೂ ಸಾರ್ವಜನಿಕರು ಭಾಗವಹಿಸಿದ್ದರು. [633, 756, 930, 1040]
issue: Issue-ಸಂಚಿಕೆ: 193 [22, 307, 138, 324]
inner-wheel-col2: ಮೇಳದಲ್ಲಿ ವೈವಿಧ್ಯಮಯ ಜವಳಿ ಉಡುಪುಗಳು, ಎಂದು ಗ್ರಾಂ ಗೋಲ್ಡ್, ಡೋಲು, ಕ್ರಾಫ್ಟ್, ಮೈಸೂರ್ ಸಿಲ್ಕ್, ಕಂಚಿ ಸಿಲ್ಕ್ ನ ಆಕರ್ಷಕ ಸೀರೆಗಳು, ಕುರ್ತಾ ಸೆಟ್ಟುಗಳು, ಡ್ರೆಸ್ ಮ್ಯಾಟೀರಿಯಲ್, ತರೇವಾರಿ ಕ್ರಾಫ್ಟ್ ಗಳು, ಇಂಪೋರ್ಟೆಡ್ ಬ್ಯಾಗ್‌ಗಳು, ವಿವಿಧ ಬಗೆಯ ರುಚಿಕರ ತಿನಿಸುಗಳು, ಹಪ್ಪಳ, ಉಪ್ಪಿನಕಾಯಿ, ಚಟ್ನಿಪುಡಿಗಳ ಆಟಿಕೆಗಳು ಹಾಗೂ ಇನ್ನಿತರ ವಸ್ತುಗಳು ಲಭ್ಯವಿದೆ. ಮೇಳಕ್ಕೆ ನಗರ ಹೀಗೆ ಜನರು ಬಂದರು. ಈ ಸಂದರ್ಭದಲ್ಲಿ ಅಧ್ಯಕ್ಷೆ ನೈಮಿಷಾ, ಕಾರ್ಯದರ್ಶಿ ಆರತಿ ರಾಜಾಪುರ, ಮಾಜಿ ಅಧ್ಯಕ್ಷರಾದ ಮಾಲತಿ ಎಮ್ಮಿ, ಮೆಹರ್ಜಾ ಹಿರೇಮಠ್, ವಿಜಯ ಅಗ್ರಿಹಾರ, ನಿರ್ಮಲಾ ನಾಯ್ಡು, ರಜನಿ ಮಾನೆ, ರೇಖಾ ಪ್ರಕಾಶ್, ಅನ್ನಪೂರ್ಣಮ್ಮ ಸೇರಿದಂತೆ ಸದಸ್ಯರು ಹಾಜರಿದ್ದರು. [1213, 1395, 1479, 1603]
facebook-icon[interactable]: f [232, 140, 270, 178]
col-divider-iw [1208, 1394, 1210, 1700]
reg-line-top [22, 329, 1328, 330]
story1-col1: ವಿಜಯನಗರ(ಹೊಸಪೇಟೆ): ಶಕ್ತಿ ಯೋಜನೆಯಡಿ ರಾಜ್ಯಾದ್ಯಂತ 500 ಕೋಟಿ ಮಹಿಳೆಯರು ಸಾರಿಗೆ ಬಸ್‌ಗಳಲ್ಲಿ ಉಚಿತವಾಗಿ ಪ್ರಯಾಣ ಮಾಡಿರುವುದು ಸ್ತ್ರೀಸ್ವಾವಲಂಬನೆ ಕನಸುಗಳನ್ನು ನನಸಾಗಿಸಿದೆ ಕೀರ್ತಿ ಮುಖ್ಯಮಂತ್ರಿ ಸಿದ್ದರಾಮಯ್ಯನವರಿಗೆ ಸಲ್ಲುತ್ತದೆ ಎಂದು ಶಾಸಕ ಹೆಚ್.ಆರ್.ಗವಿಯಪ್ಪ ಹೇಳಿದರು. ನಗರದ ಕೇಂದ್ರ ಬಸ್ ನಿಲ್ದಾಣದ ಆವರಣದಲ್ಲಿ ಶಕ್ತಿ ಯೋಜನೆಯಡಿಯಲ್ಲಿ 500 ಕೋಟಿ ಉಚಿತ ಟಿಕೆಟ್‌ಗಳನ್ನು ವಿತರಿಸಿದ ಸಂಭ್ರಮಾಚರಣೆಯಲ್ಲಿ ಭಾಗವಹಿಸಿ ಅವರು ಸೋಮವಾರ ಮಾತನಾಡಿದರು. ಪಂಚ ಗ್ಯಾರಂಟಿ ಯೋಜನೆಯಲ್ಲಿ ಪ್ರಮುಖವಾಗಿ [22, 530, 321, 699]
right-top-headline: ಬಡವರಿಗೆ ನಿವೇಶನ ಹಂಚಿಕೆ ಮಾಡಿ: ಸಿಪಿಎಂ ಆಗ್ರಹ [964, 387, 1454, 495]
col-divider-b3 [1210, 1838, 1211, 2373]
telegram-icon[interactable]: ➤ [355, 140, 393, 178]
dam-row: ಇಂದಿನ ಮಟ್ಟ : 1,601.98 ಅಡಿ [32, 1270, 264, 1286]
dam-table [23, 1226, 320, 1368]
day-en: TUESDAY [1417, 347, 1479, 362]
dam-row: ಇಂದಿನ ಸಾಮರ್ಥ್ಯ : 76.91 ಟಿಎಂಸಿ [32, 1289, 254, 1305]
email-icon: ✉ [1080, 334, 1094, 352]
cartoon-sign: ಭೀ... [46, 1605, 88, 1628]
